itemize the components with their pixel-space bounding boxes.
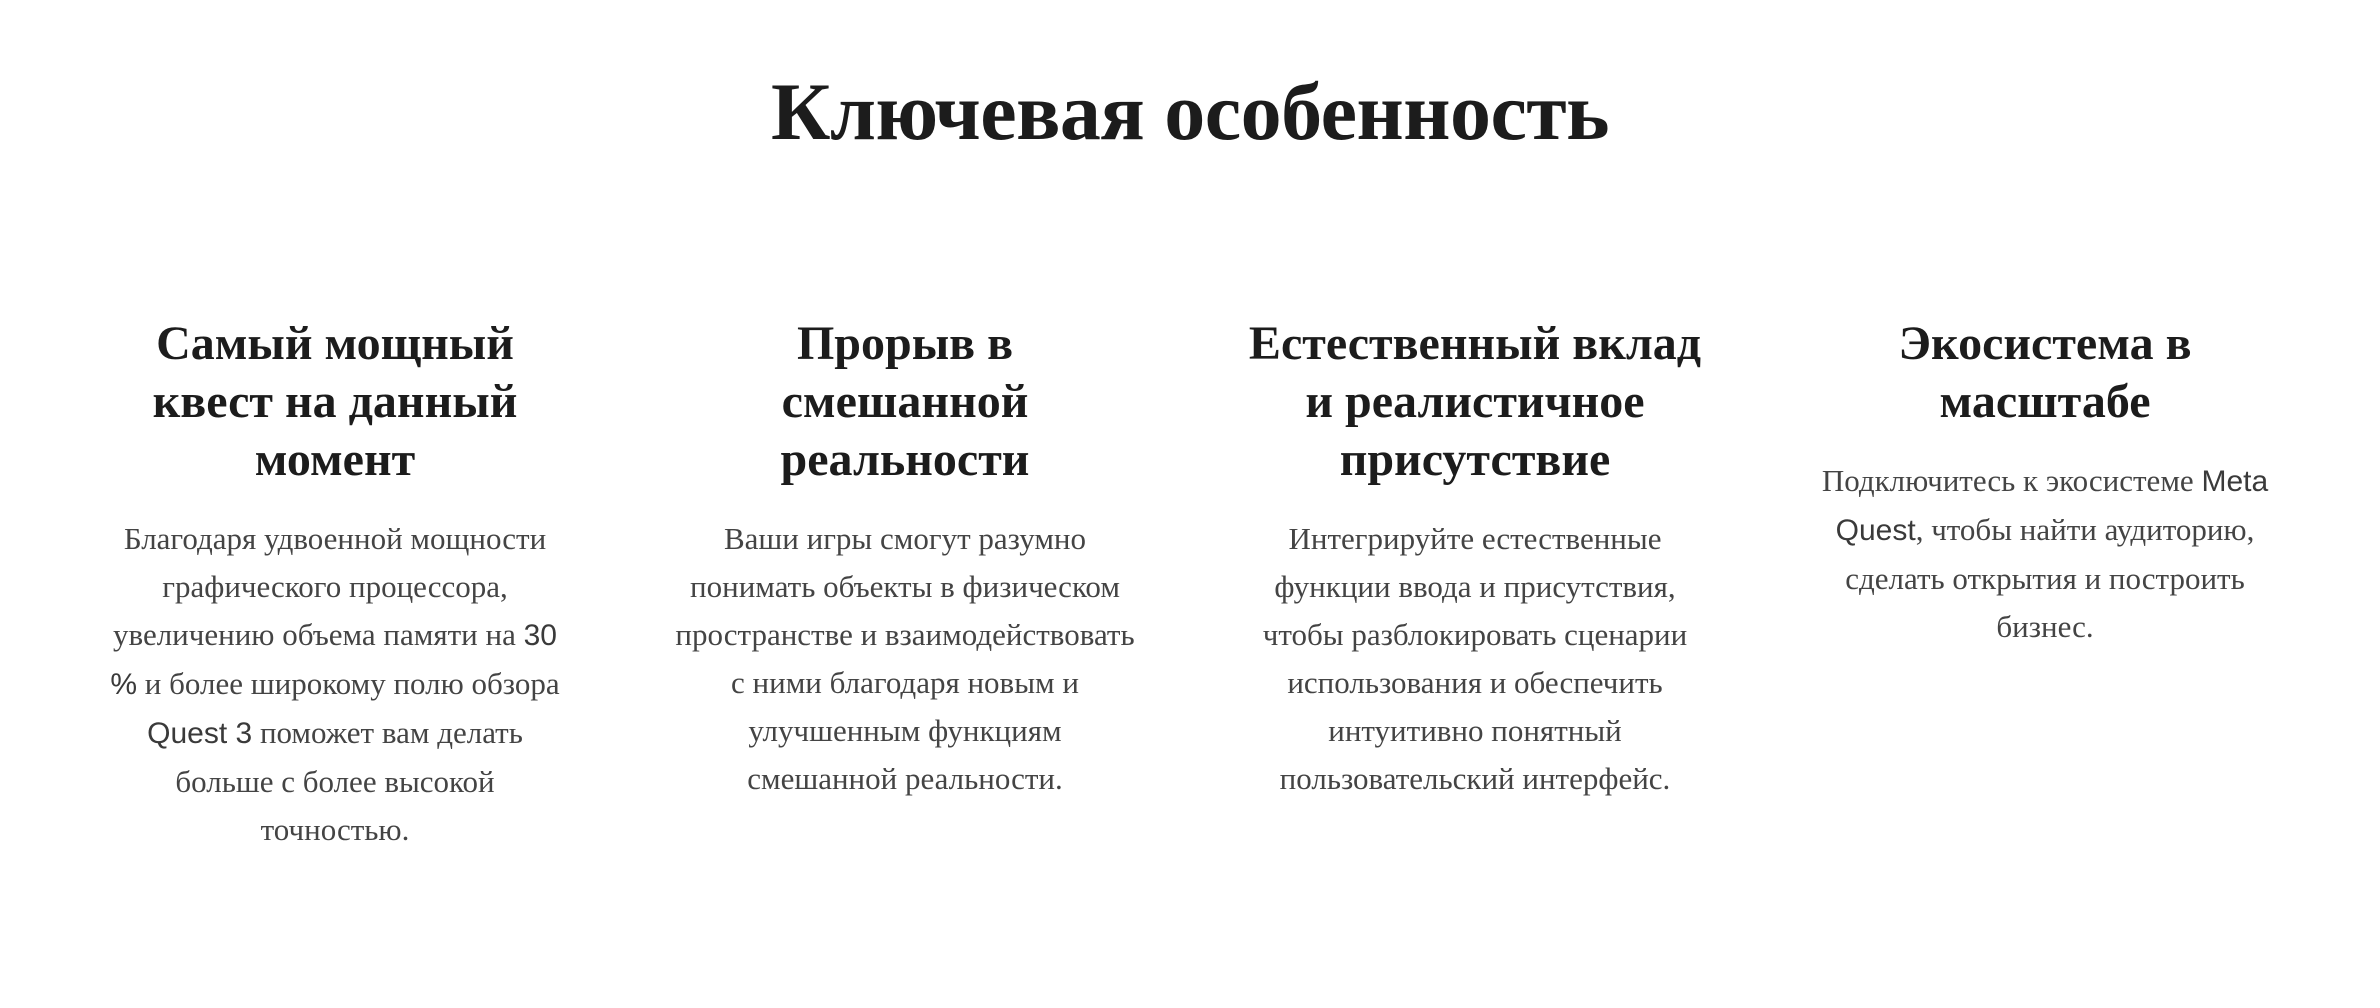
features-grid [100, 315, 2280, 854]
feature-card-ecosystem [1810, 315, 2280, 854]
feature-description: Подключитесь к экосистеме Meta Quest, чтобы найти аудиторию, сделать открытия и построить бизнес. [1821, 463, 2269, 644]
feature-description: Интегрируйте естественные функции ввода и присутствия, чтобы разблокировать сценарии использования и обеспечить интуитивно понятный пользовательский интерфейс. [1262, 521, 1688, 796]
feature-card-mixed-reality [670, 315, 1140, 854]
section-title: Ключевая особенность [770, 66, 1610, 157]
feature-card-natural-input [1240, 315, 1710, 854]
feature-title: Экосистема в масштабе [1898, 317, 2192, 428]
feature-title: Естественный вклад и реалистичное присутствие [1248, 317, 1702, 486]
feature-title: Самый мощный квест на данный момент [152, 317, 518, 486]
feature-card-power [100, 315, 570, 854]
feature-title: Прорыв в смешанной реальности [780, 317, 1030, 486]
feature-description: Благодаря удвоенной мощности графического процессора, увеличению объема памяти на 30 % и более широкому полю обзора Quest 3 поможет вам делать больше с более высокой точностью. [110, 521, 560, 847]
feature-description: Ваши игры смогут разумно понимать объекты в физическом пространстве и взаимодействовать с ними благодаря новым и улучшенным функциям смешанной реальности. [675, 521, 1135, 796]
